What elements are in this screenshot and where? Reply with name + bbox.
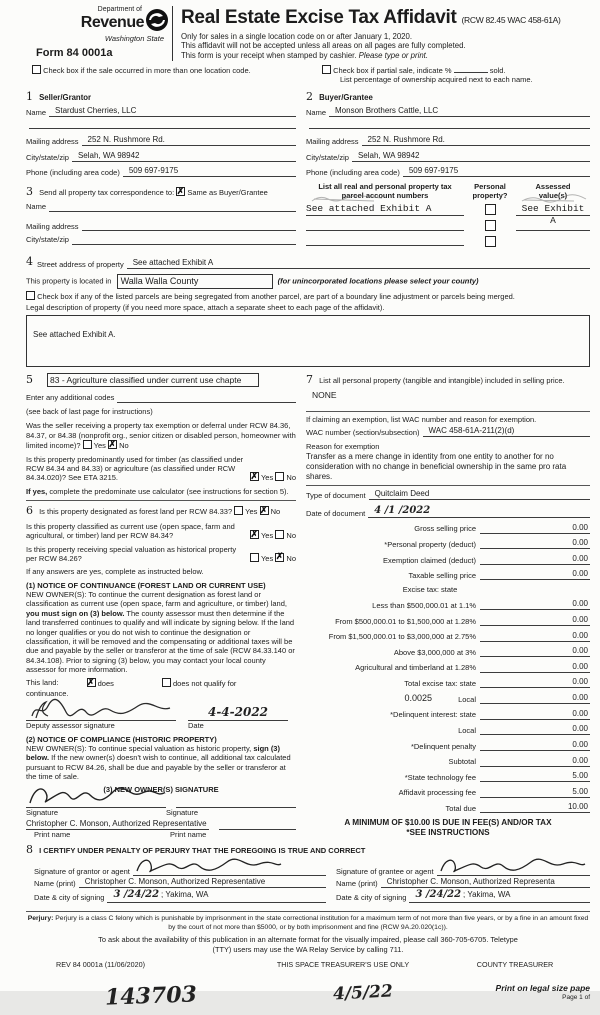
legal-description-label: Legal description of property (if you need more space, attach a separate sheet to each page of the affidavit). bbox=[26, 303, 385, 313]
county-select[interactable]: Walla Walla County bbox=[117, 274, 273, 289]
use-code-select[interactable]: 83 - Agriculture classified under current use chapte bbox=[47, 373, 259, 388]
page-number-note: Page 1 of bbox=[562, 993, 590, 1001]
logo-dept-text: Department of bbox=[97, 6, 142, 13]
buyer-mailing-field[interactable]: 252 N. Rushmore Rd. bbox=[362, 135, 590, 146]
s6-q3-text: Is this property receiving special valuation as historical property per RCW 84.26? bbox=[26, 544, 237, 563]
grantee-signature bbox=[437, 857, 587, 875]
fee-amount-field[interactable]: 0.00 bbox=[480, 662, 590, 673]
section-3: 3 Send all property tax correspondence to: ✗ Same as Buyer/Grantee bbox=[26, 185, 296, 199]
s6-q3-no-checkbox[interactable] bbox=[275, 553, 284, 562]
fee-row: Affidavit processing fee 5.00 bbox=[398, 786, 588, 798]
dor-logo bbox=[26, 6, 173, 61]
fee-row: *Personal property (deduct) 0.00 bbox=[384, 538, 588, 549]
treasurer-stamp-date: 4/5/22 bbox=[332, 981, 394, 1005]
fee-amount-field[interactable]: 0.00 bbox=[480, 756, 590, 767]
fee-row: Total excise tax: state 0.00 bbox=[404, 677, 588, 689]
see-instructions-note: *SEE INSTRUCTIONS bbox=[406, 828, 490, 838]
fee-amount-field[interactable]: 10.00 bbox=[480, 802, 590, 813]
seller-city-field[interactable]: Selah, WA 98942 bbox=[72, 151, 296, 162]
title-block bbox=[173, 6, 590, 61]
section-8-number: 8 bbox=[26, 842, 33, 856]
fee-amount-field[interactable]: 0.00 bbox=[480, 554, 590, 565]
personal-property-value[interactable]: NONE bbox=[312, 390, 337, 401]
grantor-date-field[interactable]: 3 /24/22 ; Yakima, WA bbox=[107, 889, 326, 903]
reason-value[interactable]: Transfer as a mere change in identity from one entity to another for no consideration with no change in beneficial ownership in the same pro rata shares. bbox=[306, 452, 567, 482]
s6-q1-no-checkbox[interactable] bbox=[260, 506, 269, 515]
local-rate: 0.0025 bbox=[404, 693, 433, 704]
new-owner-print-name-field-1[interactable]: Christopher C. Monson, Authorized Representative bbox=[26, 819, 207, 829]
section-2-number: 2 bbox=[306, 89, 313, 103]
legal-description-field[interactable]: See attached Exhibit A. bbox=[26, 315, 590, 367]
fee-row: Taxable selling price 0.00 bbox=[408, 569, 588, 581]
personal-property-checkbox-2[interactable] bbox=[485, 220, 496, 231]
personal-property-checkbox-3[interactable] bbox=[485, 236, 496, 247]
partial-sale-label: Check box if partial sale, indicate % bbox=[333, 65, 452, 75]
fee-row: Exemption claimed (deduct) 0.00 bbox=[383, 553, 588, 565]
fee-amount-field[interactable]: 0.00 bbox=[480, 615, 590, 626]
new-owner-signature-field-2[interactable] bbox=[176, 807, 296, 808]
additional-codes-field[interactable] bbox=[117, 399, 296, 403]
s5-q2-text: Is this property predominantly used for timber (as classified under RCW 84.34 and 84.33) or agriculture (as classified under RCW 84.34.020)? See ETA 3215. bbox=[26, 454, 244, 483]
section-4-number: 4 bbox=[26, 255, 33, 269]
logo-revenue-text: Revenue bbox=[80, 13, 144, 31]
notice-2-title: (2) NOTICE OF COMPLIANCE (HISTORIC PROPERTY) bbox=[26, 734, 217, 744]
multi-location-label: Check box if the sale occurred in more than one location code. bbox=[43, 65, 251, 75]
section-8: 8 I CERTIFY UNDER PENALTY OF PERJURY THAT THE FOREGOING IS TRUE AND CORRECT Signature of grantor or agent Name (print) Christopher C. Monson, Authorized Representative Date & city of signing 3 /24/22 ; Yakima, WA Signature of grantee or agent Name (print) Christopher C. Monson, Authorized Representa Date & city of signing 3 /24/22 ; Yakima, WA bbox=[26, 843, 590, 908]
segregated-checkbox[interactable] bbox=[26, 291, 35, 300]
fee-amount-field[interactable]: 5.00 bbox=[480, 771, 590, 782]
fee-row: From $1,500,000.01 to $3,000,000 at 2.75% 0.00 bbox=[328, 630, 588, 642]
date-label: Date bbox=[188, 721, 204, 731]
certify-title: I CERTIFY UNDER PENALTY OF PERJURY THAT THE FOREGOING IS TRUE AND CORRECT bbox=[39, 845, 366, 855]
logo-state-text: Washington State bbox=[104, 33, 164, 43]
corr-city-field[interactable] bbox=[72, 241, 296, 245]
county-note: (for unincorporated locations please select your county) bbox=[277, 276, 479, 286]
grantee-date-field[interactable]: 3 /24/22 ; Yakima, WA bbox=[409, 889, 590, 903]
new-owner-signature-field-1[interactable] bbox=[26, 793, 166, 808]
land-does-not-checkbox[interactable] bbox=[162, 678, 171, 687]
fee-amount-field[interactable]: 0.00 bbox=[480, 740, 590, 751]
corr-mailing-field[interactable] bbox=[82, 227, 296, 231]
fee-amount-field[interactable]: 0.00 bbox=[480, 569, 590, 580]
grantee-signature-field[interactable] bbox=[437, 857, 590, 876]
buyer-name2-field[interactable] bbox=[309, 125, 590, 129]
subtitle-2: This affidavit will not be accepted unless all areas on all pages are fully completed. bbox=[181, 41, 466, 51]
buyer-city-field[interactable]: Selah, WA 98942 bbox=[352, 151, 590, 162]
land-does-checkbox[interactable] bbox=[87, 678, 96, 687]
s6-q1-yes-checkbox[interactable] bbox=[234, 506, 243, 515]
fee-amount-field[interactable]: 0.00 bbox=[480, 631, 590, 642]
fee-row: Above $3,000,000 at 3% 0.00 bbox=[393, 646, 588, 657]
codes-note: (see back of last page for instructions) bbox=[26, 407, 153, 417]
notice-1-title: (1) NOTICE OF CONTINUANCE (FOREST LAND OR CURRENT USE) bbox=[26, 580, 266, 590]
subtitle-1: Only for sales in a single location code on or after January 1, 2020. bbox=[181, 31, 413, 41]
fee-amount-field[interactable]: 0.00 bbox=[480, 709, 590, 720]
section-5-6-column: 5 83 - Agriculture classified under current use chapte Enter any additional codes (see back of last page for instructions) Was the seller receiving a property tax exemption or deferral under RCW 84.36, 84.37, or 84.38 (nonprofit org., senior citizen or disabled person, homeowner with limited income)? Yes ✗ No Is this property predominantly used for timber (as classified under RCW 84.34 and 84.33) or agriculture (as classified under RCW 84.34.020)? See ETA 3215. ✗ Yes No If yes, complete the predominate use calculator (see instructions for section 5). 6 Is this property designated as forest land per RCW 84.33? Yes ✗ No Is this property classified as current use (open space, farm and agricultural, or timber) land per RCW 84.34? ✗ Yes No Is this property receiving special valuation as historical property per RCW 84.26? Yes ✗ No If any answers are yes, complete as instructed below. (1) NOTICE OF CONTINUANCE (FOREST LAND OR CURRENT USE) NEW OWNER(S): To continue the current designation as forest land or classification as current use (open space, farm and agriculture, or timber) land, you must sign on (3) below. The county assessor must then determine if the land transferred continues to qualify and will indicate by signing below. If the land no longer qualifies or you do not wish to continue the designation or classification, it will be removed and the compensating or additional taxes will be due and payable by the seller or transferor at the time of sale (RCW 84.33.140 or 84.34.108). Prior to signing (3) below, you may contact your local county assessor for more information. This land: ✗ does does not qualify for continuance. 4-4-2022 Deputy assessor signature Date (2) NOTICE OF COMPLIANCE (HISTORIC PROPERTY) NEW OWNER(S): To continue special valuation as historic property, sign (3) below. If the new owner(s) doesn't wish to continue, all additional tax calculated pursuant to RCW 84.26, shall be due and payable by the seller or transferor at the time of sale. (3) NEW OWNER(S) SIGNATURE Signature Signature Christopher C. Monson, Authorized Representative Print name Print name bbox=[26, 373, 304, 840]
s5-q2-note: complete the predominate use calculator (see instructions for section 5). bbox=[47, 486, 289, 496]
fee-row: *Delinquent interest: state 0.00 bbox=[390, 708, 588, 720]
s6-q3-yes-checkbox[interactable] bbox=[250, 553, 259, 562]
seller-section: 1 Seller/Grantor Name Stardust Cherries, LLC Mailing address 252 N. Rushmore Rd. City/state/zip Selah, WA 98942 Phone (including area code) 509 697-9175 3 Send all property tax correspondence to: ✗ Same as Buyer/Grantee Name Mailing address City/state/zip bbox=[26, 90, 304, 250]
fee-amount-field[interactable]: 0.00 bbox=[480, 677, 590, 688]
fee-amount-field[interactable]: 0.00 bbox=[480, 523, 590, 534]
fee-row: Less than $500,000.01 at 1.1% 0.00 bbox=[372, 599, 588, 611]
deputy-assessor-signature-field[interactable] bbox=[26, 698, 176, 721]
grantor-signature-field[interactable] bbox=[133, 857, 326, 876]
crossed-out-handwriting bbox=[520, 193, 590, 205]
footer-row bbox=[26, 960, 590, 969]
section-1-number: 1 bbox=[26, 89, 33, 103]
personal-property-checkbox-1[interactable] bbox=[485, 204, 496, 215]
form-revision: REV 84 0001a (11/06/2020) bbox=[56, 960, 145, 970]
parcel-number-field-2[interactable] bbox=[306, 218, 464, 231]
parcel-number-field-1[interactable]: See attached Exhibit A bbox=[306, 203, 464, 216]
seller-name-field[interactable]: Stardust Cherries, LLC bbox=[49, 106, 296, 117]
new-owner-print-name-field-2[interactable] bbox=[219, 829, 296, 830]
corr-name-field[interactable] bbox=[49, 208, 296, 212]
document-type-field[interactable]: Quitclaim Deed bbox=[369, 489, 590, 500]
treasurer-stamp-number: 143703 bbox=[104, 981, 198, 1011]
grantor-name-field[interactable]: Christopher C. Monson, Authorized Representative bbox=[79, 877, 326, 888]
subtitle-3: This form is your receipt when stamped by cashier. Please type or print. bbox=[181, 51, 429, 61]
buyer-heading: Buyer/Grantee bbox=[319, 92, 373, 102]
assessed-value-field-2[interactable] bbox=[516, 218, 590, 231]
wac-number-field[interactable]: WAC 458-61A-211(2)(d) bbox=[423, 426, 590, 437]
parcel-table: List all real and personal property tax parcel account numbers See attached Exhibit A Personal property? Assessed value(s) See Exhibit A bbox=[306, 182, 590, 249]
same-as-buyer-checkbox[interactable] bbox=[176, 187, 185, 196]
fee-row: Total due 10.00 bbox=[445, 802, 588, 814]
treasurer-stamp-area bbox=[26, 983, 590, 1011]
buyer-section: 2 Buyer/Grantee Name Monson Brothers Cattle, LLC Mailing address 252 N. Rushmore Rd. City/state/zip Selah, WA 98942 Phone (including area code) 509 697-9175 List all real and personal property tax parcel account numbers See attached Exhibit A Personal property? Assessed value(s) See Exhibit A bbox=[304, 90, 590, 250]
section-6-number: 6 bbox=[26, 504, 33, 518]
street-address-field[interactable]: See attached Exhibit A bbox=[127, 258, 590, 269]
fee-row: Subtotal 0.00 bbox=[448, 755, 588, 767]
new-owner-signature-title: (3) NEW OWNER(S) SIGNATURE bbox=[103, 785, 219, 795]
fee-row: *Delinquent penalty 0.00 bbox=[410, 740, 588, 751]
local-rate-row: 0.0025 Local 0.00 bbox=[404, 693, 588, 704]
excise-tax-header: Excise tax: state bbox=[402, 585, 458, 595]
fee-row: Agricultural and timberland at 1.28% 0.00 bbox=[355, 661, 588, 673]
fee-amount-field[interactable]: 0.00 bbox=[480, 599, 590, 610]
section-7-number: 7 bbox=[306, 372, 313, 386]
assessed-value-field-1[interactable]: See Exhibit A bbox=[516, 203, 590, 216]
fee-row: Gross selling price 0.00 bbox=[414, 522, 588, 534]
seller-phone-field[interactable]: 509 697-9175 bbox=[123, 166, 296, 177]
perjury-note: Perjury: Perjury is a class C felony which is punishable by imprisonment in the state correctional institution for a maximum term of not more than five years, or by a fine in an amount fixed by the court of not more than $5000, or by both imprisonment and fine (RCW 9A.20.020(1c)). bbox=[27, 915, 589, 932]
crossed-out-handwriting bbox=[310, 193, 400, 205]
form-header bbox=[26, 6, 590, 61]
form-number: Form 84 0001a bbox=[36, 47, 113, 60]
dor-swirl-icon bbox=[144, 7, 170, 39]
buyer-name-field[interactable]: Monson Brothers Cattle, LLC bbox=[329, 106, 590, 117]
s5-q2-no-checkbox[interactable] bbox=[275, 472, 284, 481]
s7-text: List all personal property (tangible and intangible) included in selling price. bbox=[319, 375, 565, 385]
s5-q1-no-checkbox[interactable] bbox=[108, 440, 117, 449]
buyer-phone-field[interactable]: 509 697-9175 bbox=[403, 166, 590, 177]
partial-percent-field[interactable] bbox=[454, 72, 488, 73]
seller-heading: Seller/Grantor bbox=[39, 92, 92, 102]
s6-note: If any answers are yes, complete as instructed below. bbox=[26, 567, 204, 577]
page-title: Real Estate Excise Tax Affidavit (RCW 82.45 WAC 458-61A) bbox=[181, 7, 561, 28]
fee-rows-bottom bbox=[306, 709, 590, 814]
fee-rows-deduct bbox=[306, 523, 590, 581]
section-7-fees-column: 7 List all personal property (tangible and intangible) included in selling price. NONE If claiming an exemption, list WAC number and reason for exemption. WAC number (section/subsection) WAC 458-61A-211(2)(d) Reason for exemption Transfer as a mere change in identity from one entity to another for no consideration with no change in beneficial ownership in the same pro rata shares. Type of document Quitclaim Deed Date of document 4 /1 /2022 Gross selling price 0.00 *Personal property (deduct) 0.00 Exemption claimed (deduct) 0.00 Taxable selling price 0.00 Excise tax: state Less than $500,000.01 at 1.1% 0.00 From $500,000.01 to $1,500,000 at 1.28% 0.00 From $1,500,000.01 to $3,000,000 at 2.75% 0.00 Above $3,000,000 at 3% 0.00 Agricultural and timberland at 1.28% 0.00 Total excise tax: state 0.00 0.0025 Local 0.00 *Delinquent interest: state 0.00 Local 0.00 *Delinquent penalty 0.00 Subtotal 0.00 *State technology fee 5.00 Affidavit processing fee 5.00 Total due 10.00 A MINIMUM OF $10.00 IS DUE IN FEE(S) AND/OR TAX *SEE INSTRUCTIONS bbox=[306, 372, 588, 838]
deputy-assessor-signature bbox=[26, 698, 174, 720]
multi-location-checkbox[interactable] bbox=[32, 65, 41, 74]
top-checkbox-row: Check box if the sale occurred in more than one location code. Check box if partial sale, indicate % sold. List percentage of ownership acquired next to each name. bbox=[32, 65, 590, 85]
fee-amount-field[interactable]: 0.00 bbox=[480, 538, 590, 549]
s6-q2-no-checkbox[interactable] bbox=[275, 530, 284, 539]
fee-row: From $500,000.01 to $1,500,000 at 1.28% 0.00 bbox=[335, 615, 588, 626]
s5-q1-text: Was the seller receiving a property tax exemption or deferral under RCW 84.36, 84.37, or 84.38 (nonprofit org., senior citizen or disabled person, homeowner with limited income)? bbox=[26, 421, 296, 451]
s5-q2-yes-checkbox[interactable] bbox=[250, 472, 259, 481]
fee-amount-field[interactable]: 0.00 bbox=[480, 646, 590, 657]
parcel-number-field-3[interactable] bbox=[306, 233, 464, 246]
fee-amount-field[interactable]: 0.00 bbox=[480, 724, 590, 735]
exemption-note: If claiming an exemption, list WAC number and reason for exemption. bbox=[306, 414, 537, 424]
minimum-due-note: A MINIMUM OF $10.00 IS DUE IN FEE(S) AND/OR TAX bbox=[344, 818, 552, 828]
title-rcw-ref: (RCW 82.45 WAC 458-61A) bbox=[461, 15, 561, 25]
fee-rows-state bbox=[306, 599, 590, 688]
section-4: 4 Street address of property See attached Exhibit A This property is located in Walla Walla County (for unincorporated locations please select your county) Check box if any of the listed parcels are being segregated from another parcel, are part of a boundary line adjustment or parcels being merged. Legal description of property (if you need more space, attach a separate sheet to each page of the affidavit). See attached Exhibit A. bbox=[26, 255, 590, 366]
grantor-signature bbox=[133, 857, 283, 875]
reason-label: Reason for exemption bbox=[306, 441, 380, 451]
s6-q2-yes-checkbox[interactable] bbox=[250, 530, 259, 539]
s5-q1-yes-checkbox[interactable] bbox=[83, 440, 92, 449]
fee-row: *State technology fee 5.00 bbox=[404, 771, 588, 782]
partial-sale-checkbox[interactable] bbox=[322, 65, 331, 74]
county-treasurer-label: COUNTY TREASURER bbox=[476, 960, 554, 970]
fee-row: Local 0.00 bbox=[458, 724, 588, 736]
section-3-number: 3 bbox=[26, 185, 33, 199]
fee-amount-field[interactable]: 5.00 bbox=[480, 787, 590, 798]
accessibility-note: To ask about the availability of this publication in an alternate format for the visually impaired, please call 360-705-6705. Teletype (TTY) users may use the WA Relay Service by calling 711. bbox=[98, 934, 518, 954]
document-date-field[interactable]: 4 /1 /2022 bbox=[368, 505, 590, 519]
section-5-number: 5 bbox=[26, 373, 33, 387]
deputy-date-field[interactable]: 4-4-2022 bbox=[188, 705, 288, 721]
grantee-name-field[interactable]: Christopher C. Monson, Authorized Representa bbox=[381, 877, 590, 888]
partial-sale-note: List percentage of ownership acquired next to each name. bbox=[340, 75, 533, 85]
treasurer-use-label: THIS SPACE TREASURER'S USE ONLY bbox=[276, 960, 410, 970]
seller-name2-field[interactable] bbox=[29, 125, 296, 129]
s6-q2-text: Is this property classified as current use (open space, farm and agricultural, or timber) land per RCW 84.34? bbox=[26, 521, 235, 541]
print-legal-note: Print on legal size pape bbox=[495, 983, 590, 994]
segregated-label: Check box if any of the listed parcels are being segregated from another parcel, are part of a boundary line adjustment or parcels being merged. bbox=[37, 291, 515, 301]
fee-amount-field[interactable]: 0.00 bbox=[480, 693, 590, 704]
deputy-signature-label: Deputy assessor signature bbox=[26, 721, 115, 731]
seller-mailing-field[interactable]: 252 N. Rushmore Rd. bbox=[82, 135, 296, 146]
s6-q1-text: Is this property designated as forest land per RCW 84.33? bbox=[39, 507, 233, 517]
